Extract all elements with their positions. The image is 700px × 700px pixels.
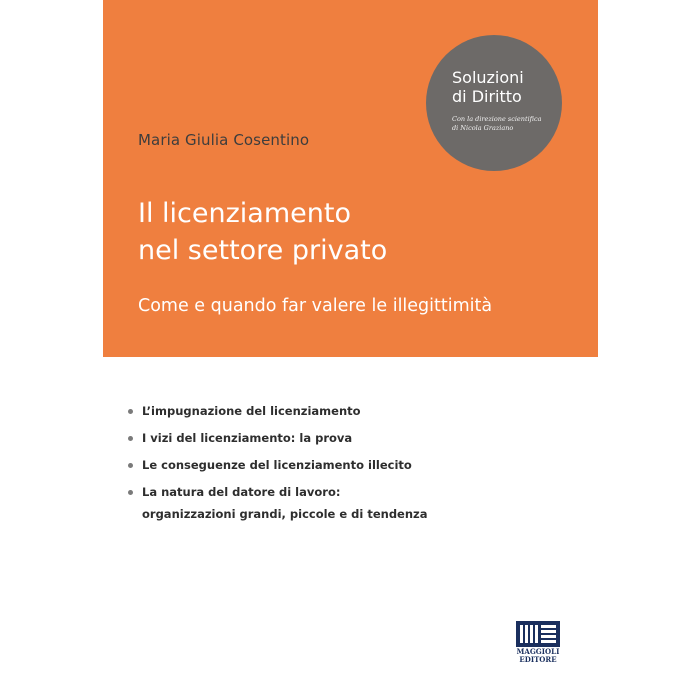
series-credit-line-2: di Nicola Graziano — [452, 124, 514, 132]
bullet-icon — [128, 436, 133, 441]
title-line-2: nel settore privato — [138, 235, 388, 266]
topic-label: I vizi del licenziamento: la prova — [142, 431, 353, 445]
topic-label: organizzazioni grandi, piccole e di tendenza — [142, 507, 428, 521]
publisher-name-line-2: EDITORE — [519, 655, 557, 664]
book-subtitle: Come e quando far valere le illegittimità — [138, 296, 493, 316]
topic-item — [128, 427, 428, 449]
author-name: Maria Giulia Cosentino — [138, 131, 310, 149]
topic-item — [128, 400, 428, 422]
topics-list — [128, 400, 428, 530]
publisher-name — [512, 648, 564, 664]
series-name — [452, 68, 524, 106]
series-name-line-2: di Diritto — [452, 87, 522, 106]
topic-item-continuation — [128, 503, 428, 525]
series-name-line-1: Soluzioni — [452, 68, 524, 87]
cover-header-band — [103, 0, 598, 357]
publisher-name-line-1: MAGGIOLI — [516, 647, 560, 656]
series-credit — [452, 115, 542, 133]
book-cover — [103, 0, 598, 700]
bullet-icon — [128, 463, 133, 468]
bullet-icon — [128, 409, 133, 414]
series-credit-line-1: Con la direzione scientifica — [452, 115, 542, 123]
publisher-logo — [512, 621, 564, 665]
series-badge — [426, 35, 562, 171]
title-line-1: Il licenziamento — [138, 198, 351, 229]
maggioli-logo-icon — [516, 621, 560, 647]
topic-label: La natura del datore di lavoro: — [142, 485, 341, 499]
topic-label: Le conseguenze del licenziamento illecito — [142, 458, 412, 472]
book-title — [138, 195, 558, 269]
topic-label: L’impugnazione del licenziamento — [142, 404, 361, 418]
topic-item — [128, 454, 428, 476]
topic-item — [128, 481, 428, 503]
bullet-icon — [128, 490, 133, 495]
